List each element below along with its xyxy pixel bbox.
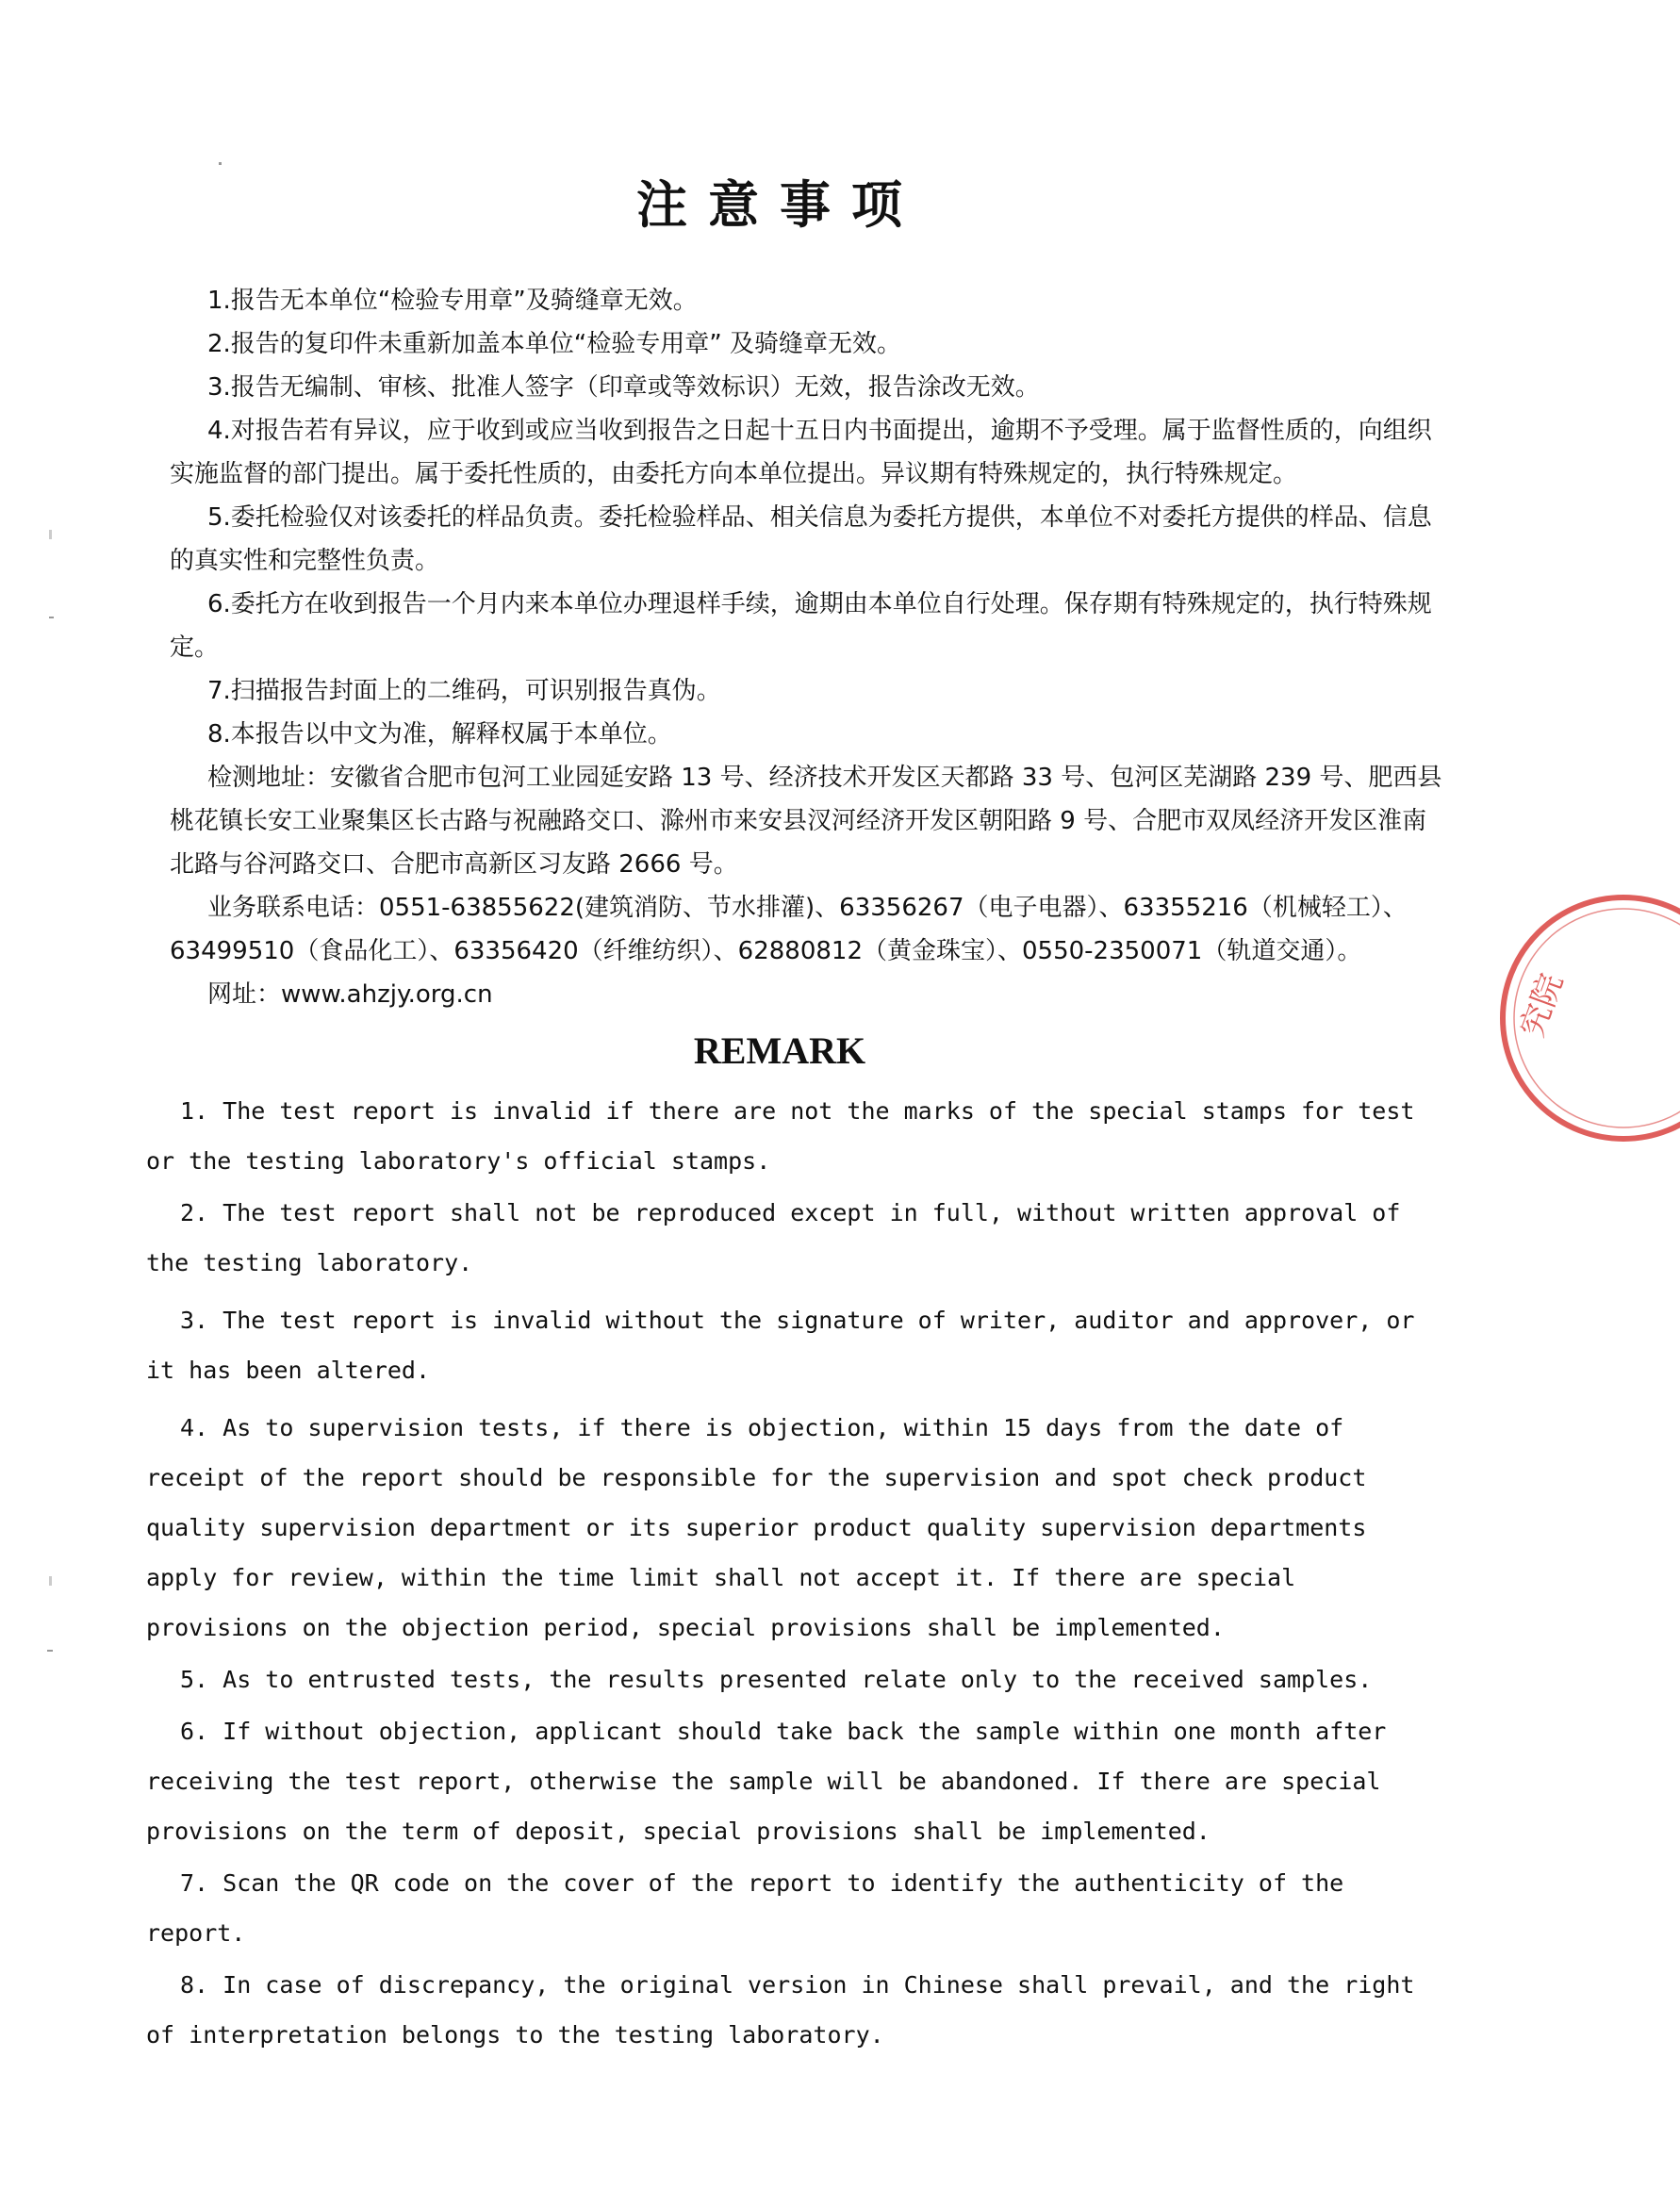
note-cn-2: 2.报告的复印件未重新加盖本单位“检验专用章” 及骑缝章无效。 [207, 330, 902, 358]
scan-speck [49, 1576, 52, 1586]
website-cn: 网址：www.ahzjy.org.cn [207, 980, 493, 1009]
scan-speck [219, 162, 222, 165]
page-title-cn: 注意事项 [636, 175, 923, 235]
notes-cn-section [170, 279, 1442, 1016]
note-en-4: 4. As to supervision tests, if there is objection, within 15 days from the date of receipt of the report should be responsible for the supervision and spot check product quality supervision department or its superior product quality supervision departments apply for review, within the time limit shall not accept it. If there are special provisions on the objection period, special provisions shall be implemented. [146, 1414, 1367, 1641]
note-en-6: 6. If without objection, applicant should take back the sample within one month after receiving the test report, otherwise the sample will be abandoned. If there are special provisions on the term of deposit, special provisions shall be implemented. [146, 1718, 1387, 1845]
scan-speck [49, 617, 54, 618]
note-en-2: 2. The test report shall not be reproduced except in full, without written approval of the testing laboratory. [146, 1199, 1401, 1276]
note-en-5: 5. As to entrusted tests, the results presented relate only to the received samples. [180, 1666, 1373, 1693]
note-cn-1: 1.报告无本单位“检验专用章”及骑缝章无效。 [207, 287, 698, 315]
note-cn-6: 6.委托方在收到报告一个月内来本单位办理退样手续，逾期由本单位自行处理。保存期有特殊规定的，执行特殊规定。 [170, 590, 1432, 662]
address-cn: 检测地址：安徽省合肥市包河工业园延安路 13 号、经济技术开发区天都路 33 号、包河区芜湖路 239 号、肥西县桃花镇长安工业聚集区长古路与祝融路交口、滁州市来安县汊河经济开发区朝阳路 9 号、合肥市双凤经济开发区淮南北路与谷河路交口、合肥市高新区习友路 2666 号。 [170, 764, 1442, 879]
note-cn-4: 4.对报告若有异议，应于收到或应当收到报告之日起十五日内书面提出，逾期不予受理。属于监督性质的，向组织实施监督的部门提出。属于委托性质的，由委托方向本单位提出。异议期有特殊规定的，执行特殊规定。 [170, 417, 1432, 488]
note-cn-8: 8.本报告以中文为准，解释权属于本单位。 [207, 720, 672, 749]
scan-speck [47, 1650, 53, 1652]
phone-cn: 业务联系电话：0551-63855622(建筑消防、节水排灌)、63356267（电子电器）、63355216（机械轻工）、63499510（食品化工）、63356420（纤维纺织）、62880812（黄金珠宝）、0550-2350071（轨道交通）。 [170, 894, 1408, 965]
note-en-8: 8. In case of discrepancy, the original version in Chinese shall prevail, and the right of interpretation belongs to the testing laboratory. [146, 1971, 1415, 2049]
note-en-3: 3. The test report is invalid without the signature of writer, auditor and approver, or it has been altered. [146, 1307, 1415, 1384]
note-en-1: 1. The test report is invalid if there are not the marks of the special stamps for test or the testing laboratory's official stamps. [146, 1097, 1415, 1175]
note-en-7: 7. Scan the QR code on the cover of the report to identify the authenticity of the report. [146, 1869, 1344, 1947]
official-seal-stamp [1482, 886, 1680, 1150]
scan-speck [49, 530, 52, 539]
notes-en-section [146, 1086, 1428, 2062]
page-title-en: REMARK [693, 1029, 866, 1072]
seal-text: 究院 [1513, 968, 1572, 1043]
note-cn-5: 5.委托检验仅对该委托的样品负责。委托检验样品、相关信息为委托方提供，本单位不对委托方提供的样品、信息的真实性和完整性负责。 [170, 503, 1432, 575]
note-cn-7: 7.扫描报告封面上的二维码，可识别报告真伪。 [207, 677, 721, 705]
note-cn-3: 3.报告无编制、审核、批准人签字（印章或等效标识）无效，报告涂改无效。 [207, 373, 1040, 402]
